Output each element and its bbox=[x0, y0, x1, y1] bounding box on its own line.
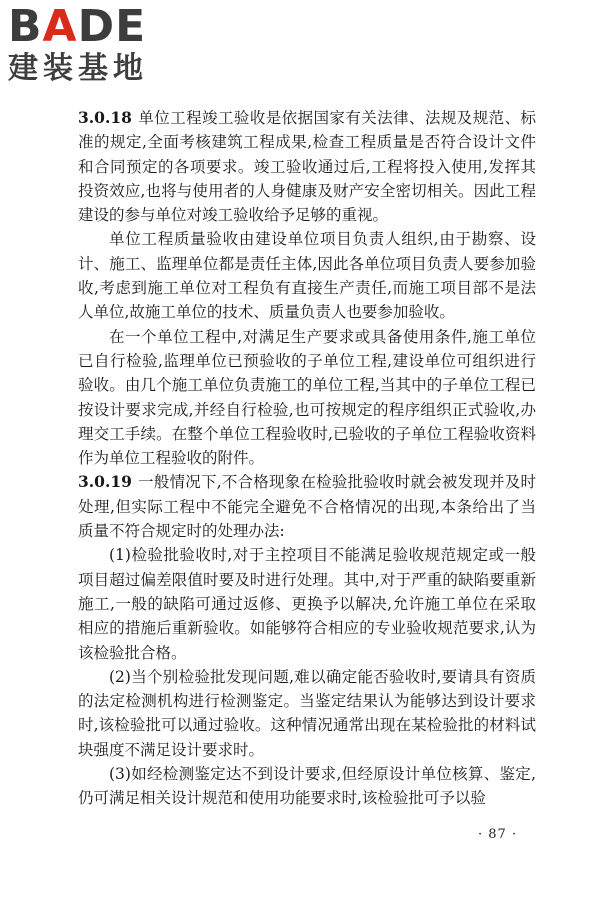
bade-logo bbox=[8, 1, 173, 86]
logo-wordmark: BADE bbox=[8, 1, 147, 52]
clause-3-0-18-para-2: 单位工程质量验收由建设单位项目负责人组织,由于勘察、设计、施工、监理单位都是责任主体,因此各单位项目负责人要参加验收,考虑到施工单位对工程负有直接生产责任,而施工项目部不是法人单位,故施工单位的技术、质量负责人也要参加验收。 bbox=[78, 230, 536, 322]
clause-number: 3.0.19 bbox=[78, 472, 132, 492]
clause-3-0-18-para-1: 3.0.18 单位工程竣工验收是依据国家有关法律、法规及规范、标准的规定,全面考核建筑工程成果,检查工程质量是否符合设计文件和合同预定的各项要求。竣工验收通过后,工程将投入使用,发挥其投资效应,也将与使用者的人身健康及财产安全密切相关。因此工程建设的参与单位对竣工验收给予足够的重视。 bbox=[78, 108, 536, 225]
clause-3-0-19-item-2: (2)当个别检验批发现问题,难以确定能否验收时,要请具有资质的法定检测机构进行检测鉴定。当鉴定结果认为能够达到设计要求时,该检验批可以通过验收。这种情况通常出现在某检验批的材料试块强度不满足设计要求时。 bbox=[78, 667, 536, 759]
clause-3-0-19-item-3: (3)如经检测鉴定达不到设计要求,但经原设计单位核算、鉴定,仍可满足相关设计规范和使用功能要求时,该检验批可予以验 bbox=[78, 765, 536, 808]
logo-subtitle: 建装基地 bbox=[8, 51, 148, 86]
clause-3-0-19-item-1: (1)检验批验收时,对于主控项目不能满足验收规范规定或一般项目超过偏差限值时要及时进行处理。其中,对于严重的缺陷要重新施工,一般的缺陷可通过返修、更换予以解决,允许施工单位在采取相应的措施后重新验收。如能够符合相应的专业验收规范要求,认为该检验批合格。 bbox=[78, 546, 536, 662]
clause-number: 3.0.18 bbox=[78, 108, 132, 127]
clause-3-0-19-para-1: 3.0.19 一般情况下,不合格现象在检验批验收时就会被发现并及时处理,但实际工程中不能完全避免不合格情况的出现,本条给出了当质量不符合规定时的处理办法: bbox=[78, 472, 536, 541]
document-body bbox=[78, 106, 536, 811]
clause-3-0-18-para-3: 在一个单位工程中,对满足生产要求或具备使用条件,施工单位已自行检验,监理单位已预验收的子单位工程,建设单位可组织进行验收。由几个施工单位负责施工的单位工程,当其中的子单位工程已按设计要求完成,并经自行检验,也可按规定的程序组织正式验收,办理交工手续。在整个单位工程验收时,已验收的子单位工程验收资料作为单位工程验收的附件。 bbox=[78, 327, 536, 468]
page-number: · 87 · bbox=[478, 827, 518, 842]
